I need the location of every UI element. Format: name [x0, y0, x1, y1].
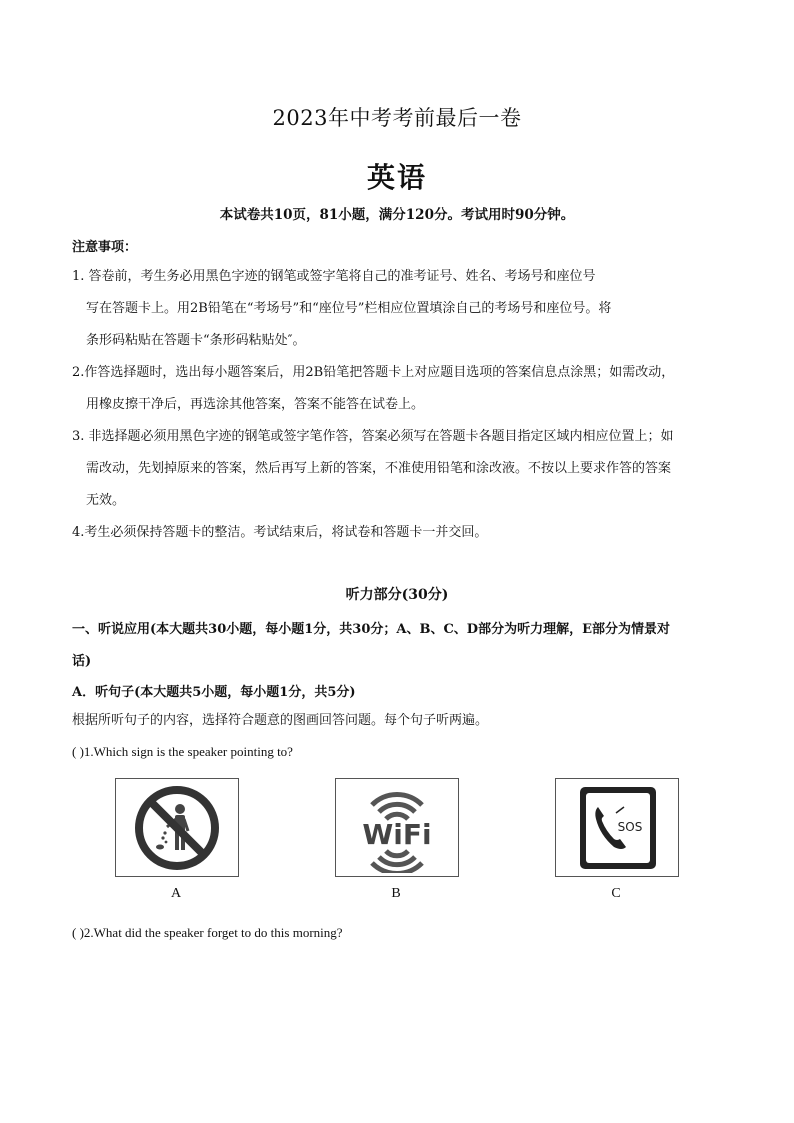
- part-one-heading: 一、听说应用(本大题共30小题，每小题1分，共30分；A、B、C、D部分为听力理解，E部分为情景对: [72, 622, 670, 637]
- exam-info: 本试卷共10页，81小题，满分120分。考试用时90分钟。: [219, 207, 575, 223]
- option-b-label: B: [391, 886, 401, 901]
- option-c-label: C: [611, 886, 621, 901]
- no-littering-sign-icon: [122, 783, 232, 873]
- svg-text:WiFi: WiFi: [362, 817, 432, 851]
- question-2: ( )2.What did the speaker forget to do this morning?: [72, 925, 343, 940]
- notice-line: 1. 答卷前，考生务必用黑色字迹的钢笔或签字笔将自己的准考证号、姓名、考场号和座位号: [72, 269, 596, 284]
- notice-line: 3. 非选择题必须用黑色字迹的钢笔或签字笔作答，答案必须写在答题卡各题目指定区域内相应位置上；如: [72, 429, 674, 444]
- wifi-sign-icon: [342, 783, 452, 873]
- notice-line: 需改动，先划掉原来的答案，然后再写上新的答案，不准使用铅笔和涂改液。不按以上要求作答的答案: [86, 461, 672, 476]
- part-a-heading: A．听句子(本大题共5小题，每小题1分，共5分): [72, 685, 356, 700]
- option-a-label: A: [170, 886, 182, 901]
- notice-line: 用橡皮擦干净后，再选涂其他答案，答案不能答在试卷上。: [86, 397, 425, 412]
- notice-line: 2.作答选择题时，选出每小题答案后，用2B铅笔把答题卡上对应题目选项的答案信息点涂黑；如需改动，: [72, 365, 675, 380]
- notice-line: 无效。: [86, 493, 126, 508]
- part-one-heading-cont: 话): [72, 654, 92, 669]
- notice-line: 条形码粘贴在答题卡“条形码粘贴处″。: [86, 333, 306, 348]
- notice-line: 写在答题卡上。用2B铅笔在“考场号”和“座位号”栏相应位置填涂自己的考场号和座位号。将: [86, 301, 612, 316]
- option-a-image: [115, 778, 239, 877]
- notice-heading: 注意事项：: [72, 240, 138, 255]
- question-1: ( )1.Which sign is the speaker pointing to?: [72, 744, 293, 759]
- sos-phone-sign-icon: [562, 783, 672, 873]
- listening-section-title: 听力部分(30分): [345, 587, 449, 603]
- listening-instruction: 根据所听句子的内容，选择符合题意的图画回答问题。每个句子听两遍。: [72, 713, 489, 728]
- exam-title: 2023年中考考前最后一卷: [272, 106, 522, 130]
- subject-title: 英语: [366, 161, 427, 194]
- option-c-image: [555, 778, 679, 877]
- option-b-image: [335, 778, 459, 877]
- notice-line: 4.考生必须保持答题卡的整洁。考试结束后，将试卷和答题卡一并交回。: [72, 525, 488, 540]
- svg-text:SOS: SOS: [617, 819, 643, 834]
